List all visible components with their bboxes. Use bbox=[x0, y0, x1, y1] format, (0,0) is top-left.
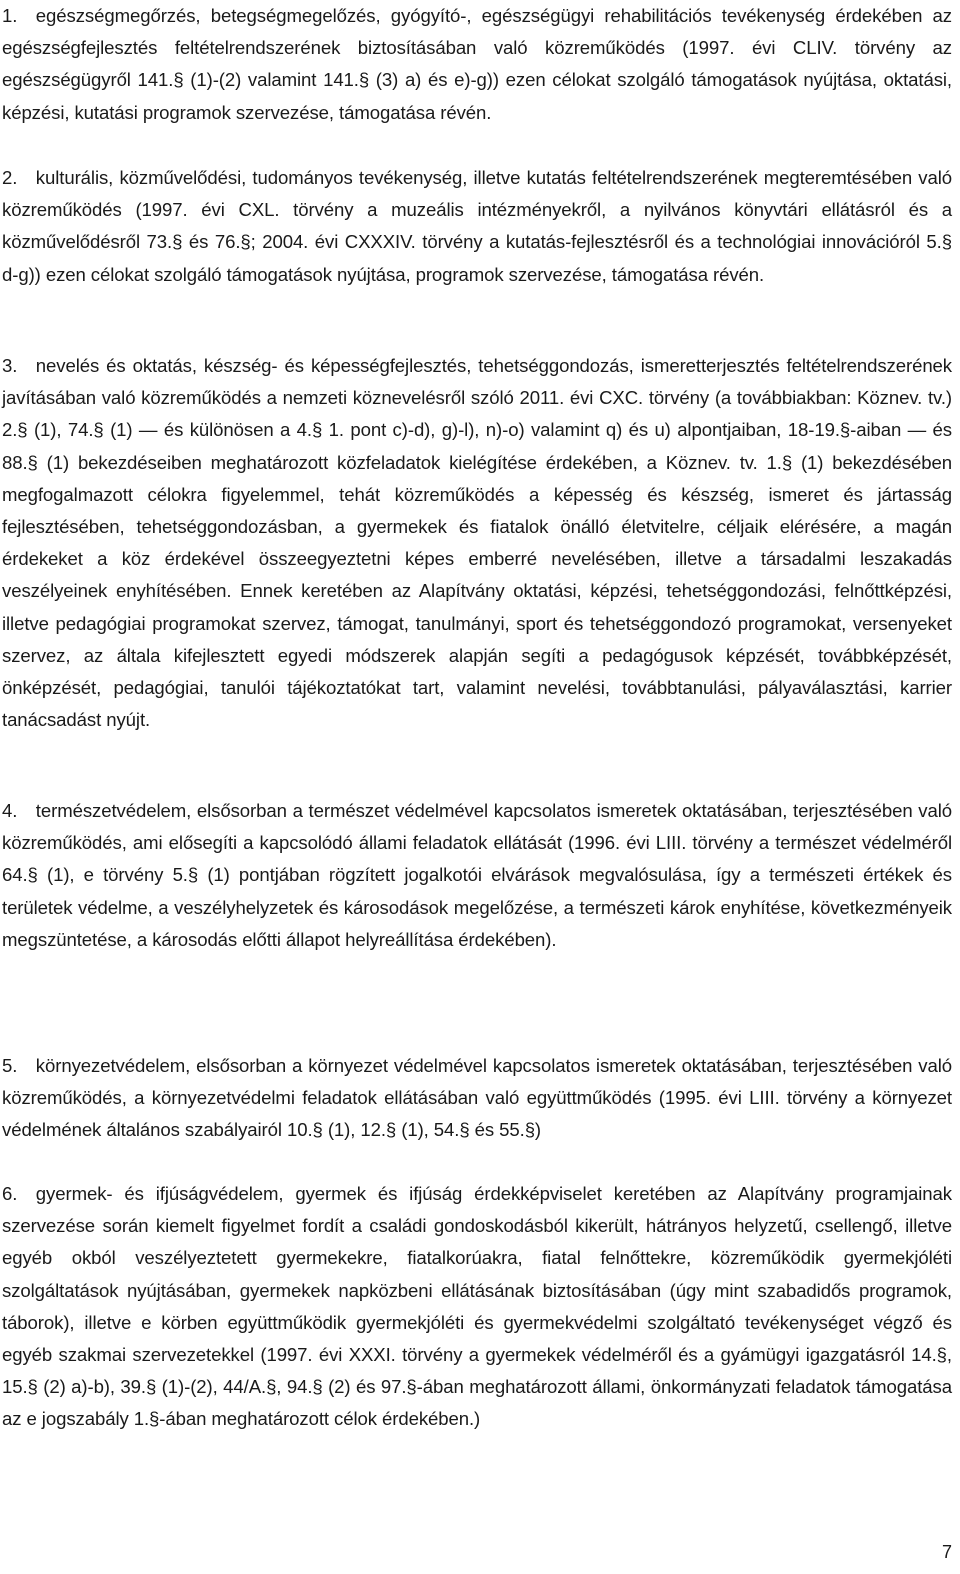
page-number: 7 bbox=[941, 1542, 952, 1562]
paragraph-education: 3. nevelés és oktatás, készség- és képességfejlesztés, tehetséggondozás, ismeretterjesztés feltételrendszerének javításában való közreműködés a nemzeti köznevelésről szóló 2011. évi CXC. törvény (a továbbiakban: Köznev. tv.) 2.§ (1), 74.§ (1) — és különösen a 4.§ 1. pont c)-d), g)-l), n)-o) valamint q) és u) alpontjaiban, 18-19.§-aiban — és 88.§ (1) bekezdéseiben meghatározott közfeladatok kielégítése érdekében, a Köznev. tv. 1.§ (1) bekezdésében megfogalmazott célokra figyelemmel, tehát közreműködés a képesség és készség, ismeret és jártasság fejlesztésében, tehetséggondozásban, a gyermekek és fiatalok önálló életvitelre, céljaik elérésére, a magán érdekeket a köz érdekével összeegyeztetni képes emberré nevelésében, illetve a társadalmi leszakadás veszélyeinek enyhítésében. Ennek keretében az Alapítvány oktatási, képzési, tehetséggondozási, felnőttképzési, illetve pedagógiai programokat szervez, támogat, tanulmányi, sport és tehetséggondozó programokat, versenyeket szervez, az általa kifejlesztett egyedi módszerek alapján segíti a pedagógusok képzését, továbbképzését, önképzését, pedagógiai, tanulói tájékoztatókat tart, valamint nevelési, továbbtanulási, pályaválasztási, karrier tanácsadást nyújt. bbox=[2, 355, 952, 731]
paragraph-environment-protection: 5. környezetvédelem, elsősorban a környezet védelmével kapcsolatos ismeretek oktatásában, terjesztésében való közreműködés, a környezetvédelmi feladatok ellátásában való együttműködés (1995. évi LIII. törvény a környezet védelmének általános szabályairól 10.§ (1), 12.§ (1), 54.§ és 55.§) bbox=[2, 1055, 952, 1141]
paragraph-culture: 2. kulturális, közművelődési, tudományos tevékenység, illetve kutatás feltételrendszerének megteremtésében való közreműködés (1997. évi CXL. törvény a muzeális intézményekről, a nyilvános könyvtári ellátásról és a közművelődésről 73.§ és 76.§; 2004. évi CXXXIV. törvény a kutatás-fejlesztésről és a technológiai innovációról 5.§ d-g)) ezen célokat szolgáló támogatások nyújtása, programok szervezése, támogatása révén. bbox=[2, 167, 952, 285]
paragraph-child-youth-protection: 6. gyermek- és ifjúságvédelem, gyermek és ifjúság érdekképviselet keretében az Alapítvány programjainak szervezése során kiemelt figyelmet fordít a családi gondoskodásból kikerült, hátrányos helyzetű, csellengő, illetve egyéb okból veszélyeztetett gyermekekre, fiatalkorúakra, fiatal felnőttekre, közreműködik gyermekjóléti szolgáltatások nyújtásában, gyermekek napközbeni ellátásának biztosításában (úgy mint szabadidős programok, táborok), illetve e körben együttműködik gyermekjóléti és gyermekvédelmi szolgáltató tevékenységet végző és egyéb szakmai szervezetekkel (1997. évi XXXI. törvény a gyermekek védelméről és a gyámügyi igazgatásról 14.§, 15.§ (2) a)-b), 39.§ (1)-(2), 44/A.§, 94.§ (2) és 97.§-ában meghatározott állami, önkormányzati feladatok támogatása az e jogszabály 1.§-ában meghatározott célok érdekében.) bbox=[2, 1183, 952, 1430]
paragraph-nature-protection: 4. természetvédelem, elsősorban a természet védelmével kapcsolatos ismeretek oktatásában, terjesztésében való közreműködés, ami elősegíti a kapcsolódó állami feladatok ellátását (1996. évi LIII. törvény a természet védelméről 64.§ (1), e törvény 5.§ (1) pontjában rögzített jogalkotói elvárások megvalósulása, így a természeti értékek és területek védelme, a veszélyhelyzetek és károsodások megelőzése, a természeti károk enyhítése, következményeik megszüntetése, a károsodás előtti állapot helyreállítása érdekében). bbox=[2, 800, 952, 950]
paragraph-health: 1. egészségmegőrzés, betegségmegelőzés, gyógyító-, egészségügyi rehabilitációs tevékenység érdekében az egészségfejlesztés feltételrendszerének biztosításában való közreműködés (1997. évi CLIV. törvény az egészségügyről 141.§ (1)-(2) valamint 141.§ (3) a) és e)-g)) ezen célokat szolgáló támogatások nyújtása, oktatási, képzési, kutatási programok szervezése, támogatása révén. bbox=[2, 5, 952, 123]
